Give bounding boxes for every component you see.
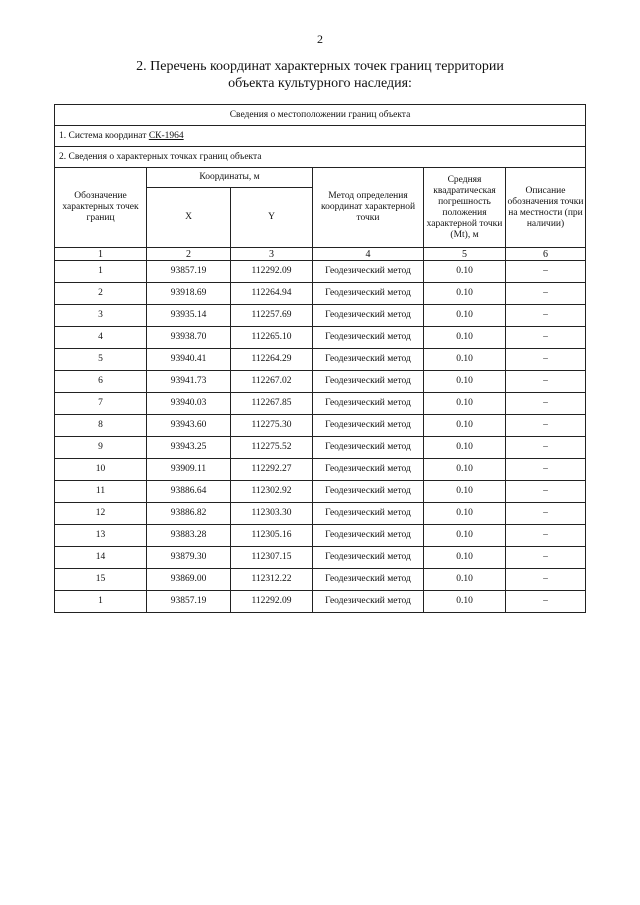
- table-row: [55, 283, 586, 305]
- cell-description: –: [506, 349, 586, 371]
- cell-method: Геодезический метод: [313, 327, 424, 349]
- column-number: 6: [506, 248, 586, 261]
- cell-method: Геодезический метод: [313, 569, 424, 591]
- cell-point-number: 7: [55, 393, 147, 415]
- cell-y: 112275.52: [231, 437, 313, 459]
- cell-x: 93857.19: [147, 261, 231, 283]
- header-mean-square-error: Средняя квадратическая погрешность положения характерной точки (Mt), м: [424, 168, 506, 248]
- cell-point-number: 12: [55, 503, 147, 525]
- cell-point-number: 1: [55, 591, 147, 613]
- cell-description: –: [506, 261, 586, 283]
- table-row: [55, 503, 586, 525]
- table-row: [55, 525, 586, 547]
- coordinate-system-label: 1. Система координат: [59, 130, 149, 141]
- title-line-2: объекта культурного наследия:: [228, 76, 412, 91]
- header-coordinates: Координаты, м: [147, 168, 313, 188]
- column-number: 2: [147, 248, 231, 261]
- table-row: [55, 459, 586, 481]
- cell-y: 112292.09: [231, 591, 313, 613]
- header-point-designation: Обозначение характерных точек границ: [55, 168, 147, 248]
- cell-error: 0.10: [424, 327, 506, 349]
- table-row: [55, 261, 586, 283]
- cell-description: –: [506, 327, 586, 349]
- cell-point-number: 5: [55, 349, 147, 371]
- cell-point-number: 14: [55, 547, 147, 569]
- cell-x: 93909.11: [147, 459, 231, 481]
- cell-y: 112267.02: [231, 371, 313, 393]
- cell-error: 0.10: [424, 547, 506, 569]
- cell-point-number: 11: [55, 481, 147, 503]
- cell-y: 112312.22: [231, 569, 313, 591]
- table-row: [55, 547, 586, 569]
- cell-method: Геодезический метод: [313, 525, 424, 547]
- cell-y: 112302.92: [231, 481, 313, 503]
- cell-y: 112305.16: [231, 525, 313, 547]
- cell-y: 112267.85: [231, 393, 313, 415]
- cell-description: –: [506, 393, 586, 415]
- cell-point-number: 2: [55, 283, 147, 305]
- cell-y: 112264.29: [231, 349, 313, 371]
- cell-point-number: 13: [55, 525, 147, 547]
- cell-error: 0.10: [424, 591, 506, 613]
- cell-point-number: 9: [55, 437, 147, 459]
- points-section-header: 2. Сведения о характерных точках границ объекта: [55, 147, 586, 168]
- cell-error: 0.10: [424, 437, 506, 459]
- header-method: Метод определения координат характерной точки: [313, 168, 424, 248]
- header-x: X: [147, 188, 231, 248]
- table-row: [55, 481, 586, 503]
- coordinates-table: [54, 104, 586, 613]
- column-number: 3: [231, 248, 313, 261]
- cell-method: Геодезический метод: [313, 283, 424, 305]
- table-row: [55, 569, 586, 591]
- cell-description: –: [506, 437, 586, 459]
- cell-error: 0.10: [424, 481, 506, 503]
- cell-method: Геодезический метод: [313, 371, 424, 393]
- cell-error: 0.10: [424, 459, 506, 481]
- cell-description: –: [506, 591, 586, 613]
- cell-x: 93940.03: [147, 393, 231, 415]
- cell-x: 93943.25: [147, 437, 231, 459]
- cell-description: –: [506, 547, 586, 569]
- cell-y: 112257.69: [231, 305, 313, 327]
- cell-y: 112275.30: [231, 415, 313, 437]
- cell-point-number: 8: [55, 415, 147, 437]
- title-line-1: 2. Перечень координат характерных точек границ территории: [136, 59, 504, 74]
- cell-point-number: 4: [55, 327, 147, 349]
- coordinate-system-value: СК-1964: [148, 130, 184, 141]
- cell-error: 0.10: [424, 261, 506, 283]
- header-y: Y: [231, 188, 313, 248]
- table-row: [55, 393, 586, 415]
- cell-method: Геодезический метод: [313, 415, 424, 437]
- cell-method: Геодезический метод: [313, 305, 424, 327]
- cell-x: 93857.19: [147, 591, 231, 613]
- cell-x: 93886.64: [147, 481, 231, 503]
- cell-description: –: [506, 459, 586, 481]
- table-row: [55, 371, 586, 393]
- cell-point-number: 10: [55, 459, 147, 481]
- cell-method: Геодезический метод: [313, 393, 424, 415]
- cell-error: 0.10: [424, 393, 506, 415]
- cell-x: 93935.14: [147, 305, 231, 327]
- cell-error: 0.10: [424, 305, 506, 327]
- cell-x: 93941.73: [147, 371, 231, 393]
- table-row: [55, 327, 586, 349]
- cell-method: Геодезический метод: [313, 591, 424, 613]
- cell-x: 93940.41: [147, 349, 231, 371]
- table-row: [55, 305, 586, 327]
- cell-y: 112292.27: [231, 459, 313, 481]
- cell-error: 0.10: [424, 415, 506, 437]
- cell-y: 112265.10: [231, 327, 313, 349]
- cell-error: 0.10: [424, 503, 506, 525]
- cell-y: 112303.30: [231, 503, 313, 525]
- cell-method: Геодезический метод: [313, 503, 424, 525]
- cell-x: 93918.69: [147, 283, 231, 305]
- cell-description: –: [506, 371, 586, 393]
- column-number-row: [55, 248, 586, 261]
- section-header: Сведения о местоположении границ объекта: [55, 105, 586, 126]
- cell-x: 93943.60: [147, 415, 231, 437]
- cell-method: Геодезический метод: [313, 547, 424, 569]
- cell-description: –: [506, 481, 586, 503]
- column-number: 4: [313, 248, 424, 261]
- cell-method: Геодезический метод: [313, 459, 424, 481]
- cell-method: Геодезический метод: [313, 481, 424, 503]
- cell-method: Геодезический метод: [313, 437, 424, 459]
- cell-description: –: [506, 525, 586, 547]
- cell-point-number: 6: [55, 371, 147, 393]
- cell-x: 93938.70: [147, 327, 231, 349]
- cell-x: 93886.82: [147, 503, 231, 525]
- cell-x: 93883.28: [147, 525, 231, 547]
- cell-description: –: [506, 415, 586, 437]
- cell-method: Геодезический метод: [313, 261, 424, 283]
- column-number: 1: [55, 248, 147, 261]
- table-row: [55, 415, 586, 437]
- table-row: [55, 349, 586, 371]
- cell-y: 112264.94: [231, 283, 313, 305]
- page-number: 2: [317, 32, 323, 46]
- cell-point-number: 15: [55, 569, 147, 591]
- cell-x: 93879.30: [147, 547, 231, 569]
- coordinate-system-row: [55, 126, 586, 147]
- cell-y: 112307.15: [231, 547, 313, 569]
- table-row: [55, 591, 586, 613]
- cell-error: 0.10: [424, 569, 506, 591]
- cell-point-number: 1: [55, 261, 147, 283]
- header-point-description: Описание обозначения точки на местности (при наличии): [506, 168, 586, 248]
- column-number: 5: [424, 248, 506, 261]
- cell-method: Геодезический метод: [313, 349, 424, 371]
- cell-description: –: [506, 503, 586, 525]
- cell-description: –: [506, 305, 586, 327]
- document-title: [0, 58, 640, 92]
- table-row: [55, 437, 586, 459]
- cell-x: 93869.00: [147, 569, 231, 591]
- cell-error: 0.10: [424, 283, 506, 305]
- cell-description: –: [506, 569, 586, 591]
- cell-y: 112292.09: [231, 261, 313, 283]
- cell-description: –: [506, 283, 586, 305]
- cell-error: 0.10: [424, 525, 506, 547]
- cell-error: 0.10: [424, 349, 506, 371]
- cell-point-number: 3: [55, 305, 147, 327]
- cell-error: 0.10: [424, 371, 506, 393]
